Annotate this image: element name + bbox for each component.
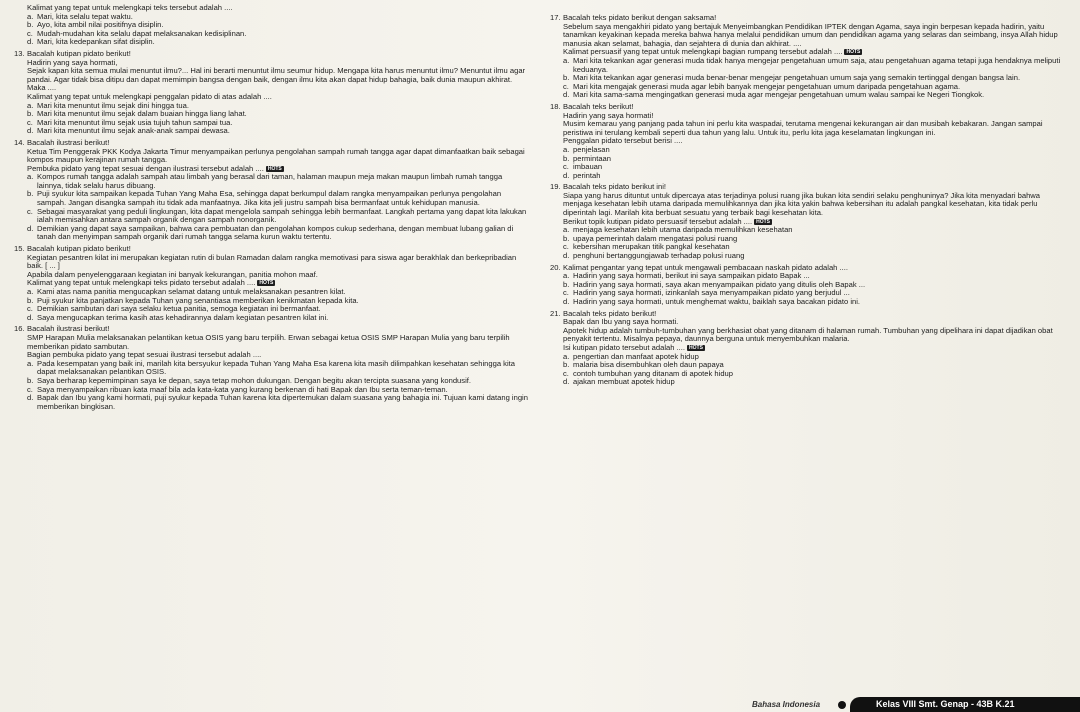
question-number: 17. — [550, 13, 561, 22]
hots-badge: HOTS — [689, 344, 703, 351]
option-letter: a. — [27, 358, 34, 368]
option-letter: a. — [563, 351, 570, 361]
option-text: Mari kita menuntut ilmu sejak anak-anak sampai dewasa. — [37, 126, 230, 136]
option-text: Demikian yang dapat saya sampaikan, bahwa cara pembuatan dan pengolahan kompos cukup sederhana, dengan membuat lubang galian di tanah dan menyimpan sampah organik dari rumah tangga selama kurun waktu tertentu. — [37, 223, 514, 242]
option-letter: a. — [27, 100, 34, 110]
answer-option — [563, 378, 1070, 387]
question-prompt: Ketua Tim Penggerak PKK Kodya Jakarta Timur menyampaikan perlunya pengolahan sampah rumah tangga agar dapat dimanfaatkan baik sebagai kompos maupun kerajinan rumah tangga. — [27, 146, 525, 165]
question-heading: Bacalah ilustrasi berikut! — [27, 324, 110, 334]
question-number: 19. — [550, 182, 561, 192]
question-prompt: Sebelum saya mengakhiri pidato yang bertajuk Menyeimbangkan Pendidikan IPTEK dengan Agama, saya ingin berpesan kepada hadirin, yaitu tanamkan keyakinan kepada mereka bahwa hanya melalui pendidikan umum dan pendidikan agama yang selaras dan seimbang, insya Allah hidup manusia akan selamat, bahagia, dan sejahtera di dunia dan akhirat. .... — [563, 21, 1058, 48]
option-letter: d. — [27, 393, 34, 403]
option-text: Mari kita menuntut ilmu sejak dini hingga tua. — [37, 100, 189, 110]
question-block — [550, 103, 1070, 180]
option-text: Hadirin yang saya hormati, izinkanlah saya menyampaikan pidato yang berjudul ... — [573, 288, 850, 298]
option-text: contoh tumbuhan yang ditanam di apotek hidup — [573, 368, 734, 378]
option-letter: c. — [27, 384, 33, 394]
question-prompt: Hadirin yang saya hormati, — [27, 57, 118, 67]
answer-option — [563, 298, 1070, 307]
answer-option — [563, 57, 1070, 74]
left-column — [14, 4, 529, 414]
answer-option — [27, 360, 529, 377]
question-block — [14, 4, 529, 47]
option-text: Saya berharap kepemimpinan saya ke depan, saya tetap mohon dukungan. Dengan begitu akan tercipta suasana yang kondusif. — [37, 375, 471, 385]
answer-option — [27, 314, 529, 323]
option-text: permintaan — [573, 153, 611, 163]
option-text: penghuni bertanggungjawab terhadap polusi ruang — [573, 251, 745, 261]
option-letter: d. — [563, 377, 570, 387]
option-letter: a. — [27, 172, 34, 182]
option-letter: b. — [563, 360, 570, 370]
answer-option — [563, 91, 1070, 100]
question-heading: Bacalah kutipan pidato berikut! — [27, 244, 131, 254]
option-letter: a. — [563, 55, 570, 65]
option-text: Mari, kita kedepankan sifat disiplin. — [37, 37, 155, 47]
question-heading: Bacalah ilustrasi berikut! — [27, 137, 110, 147]
question-number: 13. — [14, 48, 25, 58]
option-letter: c. — [27, 117, 33, 127]
question-prompt-text: Pembuka pidato yang tepat sesuai dengan ilustrasi tersebut adalah .... — [27, 163, 264, 173]
option-letter: c. — [563, 368, 569, 378]
question-prompt: Sejak kapan kita semua mulai menuntut ilmu?... Hal ini berarti menuntut ilmu seumur hidup. Mengapa kita harus menuntut ilmu? Menuntut ilmu agar pandai. Agar tidak bisa ditipu dan dapat memimpin bangsa dengan baik, dengan ilmu kita akan dapat hidup bahagia, baik dunia maupun akhirat. Maka .... — [27, 66, 526, 93]
question-heading: Bacalah teks pidato berikut dengan saksama! — [563, 13, 717, 22]
option-letter: b. — [27, 109, 34, 119]
question-block — [550, 183, 1070, 260]
option-text: Mari kita tekankan agar generasi muda benar-benar mengejar pengetahuan umum saja yang semakin tertinggal dengan bangsa lain. — [573, 73, 1021, 83]
question-prompt-text: Berikut topik kutipan pidato persuasif tersebut adalah .... — [563, 216, 753, 226]
question-block — [550, 14, 1070, 100]
question-heading: Bacalah teks berikut! — [563, 101, 634, 111]
answer-option — [27, 190, 529, 207]
answer-option — [27, 225, 529, 242]
option-text: Hadirin yang saya hormati, saya akan menyampaikan pidato yang ditulis oleh Bapak ... — [573, 279, 866, 289]
question-prompt: SMP Harapan Mulia melaksanakan pelantikan ketua OSIS yang baru terpilih. Erwan sebagai ketua OSIS SMP Harapan Mulia yang baru terpilih memberikan pidato sambutan. — [27, 332, 510, 351]
option-text: Demikian sambutan dari saya selaku ketua panitia, semoga kegiatan ini bermanfaat. — [37, 304, 321, 314]
option-letter: b. — [563, 73, 570, 83]
option-text: malaria bisa disembuhkan oleh daun papaya — [573, 360, 724, 370]
option-text: ajakan membuat apotek hidup — [573, 377, 675, 387]
answer-options — [563, 272, 1070, 306]
option-text: Pada kesempatan yang baik ini, marilah kita bersyukur kepada Tuhan Yang Maha Esa karena kita masih dilimpahkan kesehatan sehingga kita dapat melaksanakan pelantikan OSIS. — [37, 358, 515, 377]
question-number: 20. — [550, 262, 561, 272]
option-text: perintah — [573, 170, 601, 180]
question-prompt: Siapa yang harus dituntut untuk dipercaya atas terjadinya polusi ruang jika bukan kita sendiri selaku penghuninya? Jika kita menyadari bahwa menjaga kesehatan lebih utama daripada memulihkannya dan jika kita yakin bahwa kebersihan itu adalah pangkal kesehatan, kita tidak perlu diperintah lagi. Marilah kita berbuat sesuatu yang terbaik bagi kesehatan kita. — [563, 190, 1041, 218]
answer-option — [563, 252, 1070, 261]
question-number: 15. — [14, 244, 25, 254]
option-letter: d. — [563, 170, 570, 180]
question-block — [550, 264, 1070, 307]
question-block — [14, 50, 529, 136]
footer-dot-icon — [838, 701, 846, 709]
question-prompt-text: Kalimat persuasif yang tepat untuk melengkapi bagian rumpang tersebut adalah .... — [563, 47, 843, 57]
answer-options — [27, 173, 529, 242]
question-prompt-text: Kalimat yang tepat untuk melengkapi teks pidato tersebut adalah .... — [27, 278, 256, 288]
question-block — [14, 139, 529, 242]
question-prompt-text: Isi kutipan pidato tersebut adalah .... — [563, 342, 686, 352]
footer-class-info: Kelas VIII Smt. Genap - 43B K.21 — [850, 697, 1080, 712]
question-prompt: Penggalan pidato tersebut berisi .... — [563, 136, 683, 146]
option-letter: d. — [563, 251, 570, 261]
answer-option — [27, 173, 529, 190]
option-text: Saya menyampaikan ribuan kata maaf bila ada kata-kata yang kurang berkenan di hati Bapak dan Ibu serta teman-teman. — [37, 384, 448, 394]
question-number: 16. — [14, 324, 25, 334]
option-letter: d. — [27, 223, 34, 233]
question-heading: Bacalah teks pidato berikut ini! — [563, 182, 666, 192]
option-text: upaya pemerintah dalam mengatasi polusi ruang — [573, 233, 738, 243]
option-text: Mari, kita selalu tepat waktu. — [37, 11, 133, 21]
option-text: Mari kita menuntut ilmu sejak dalam buaian hingga liang lahat. — [37, 109, 247, 119]
hots-badge: HOTS — [259, 280, 274, 287]
answer-options — [563, 146, 1070, 180]
page-footer — [660, 697, 1080, 712]
question-heading: Kalimat pengantar yang tepat untuk mengawali pembacaan naskah pidato adalah .... — [563, 262, 848, 272]
option-text: Mudah-mudahan kita selalu dapat melaksanakan kedisiplinan. — [37, 28, 247, 38]
question-number: 21. — [550, 308, 561, 318]
option-text: Hadirin yang saya hormati, berikut ini saya sampaikan pidato Bapak ... — [573, 271, 810, 281]
question-block — [14, 245, 529, 322]
question-number: 14. — [14, 137, 25, 147]
answer-option — [563, 146, 1070, 155]
option-text: Bapak dan Ibu yang kami hormati, puji syukur kepada Tuhan karena kita dipertemukan dalam suasana yang bahagia ini. Tujuan kami datang ingin memberikan bingkisan. — [37, 393, 528, 411]
question-prompt: Musim kemarau yang panjang pada tahun ini perlu kita waspadai, terutama mengenai kekurangan air dan musibah kebakaran. Jangan sampai peristiwa ini terulang kembali seperti dua tahun yang lalu. Untuk itu, perlu kita jaga keselamatan lingkungan ini. — [563, 119, 1043, 137]
option-text: Saya mengucapkan terima kasih atas kehadirannya dalam kegiatan pesantren kilat ini. — [37, 312, 329, 322]
option-text: Kompos rumah tangga adalah sampah atau limbah yang berasal dari taman, halaman maupun meja makan maupun limbah rumah tangga lainnya, tidak selalu harus dibuang. — [37, 172, 503, 190]
answer-option — [563, 163, 1070, 172]
option-text: Puji syukur kita panjatkan kepada Tuhan yang senantiasa memberikan kenikmatan kepada kita. — [37, 295, 359, 305]
answer-options — [27, 13, 529, 47]
question-prompt: Apabila dalam penyelenggaraan kegiatan ini banyak kekurangan, panitia mohon maaf. — [27, 269, 318, 279]
question-block — [550, 310, 1070, 387]
answer-option — [27, 127, 529, 136]
option-text: Mari kita mengajak generasi muda agar lebih banyak mengejar pengetahuan umum daripada pengetahuan agama. — [573, 81, 961, 91]
option-letter: d. — [563, 90, 570, 100]
option-letter: b. — [563, 279, 570, 289]
option-letter: a. — [563, 225, 570, 235]
option-letter: b. — [27, 189, 34, 199]
answer-option — [27, 394, 529, 411]
option-text: imbauan — [573, 162, 603, 172]
question-number: 18. — [550, 101, 561, 111]
option-letter: d. — [27, 37, 34, 47]
option-letter: b. — [27, 295, 34, 305]
option-text: Puji syukur kita sampaikan kepada Tuhan Yang Maha Esa, sehingga dapat berkumpul dalam rangka menyampaikan perlunya pengolahan sampah. Jangan disangka sampah itu tidak ada manfaatnya. Jika kita jeli justru sampah bisa bermanfaat untuk kehidupan manusia. — [37, 189, 502, 208]
option-letter: d. — [27, 312, 34, 322]
option-letter: c. — [563, 288, 569, 298]
option-letter: d. — [563, 297, 570, 306]
option-letter: a. — [27, 287, 34, 296]
answer-option — [563, 155, 1070, 164]
option-letter: c. — [27, 28, 33, 38]
footer-subject: Bahasa Indonesia — [752, 700, 821, 709]
answer-options — [563, 226, 1070, 260]
option-letter: c. — [563, 81, 569, 91]
option-letter: b. — [563, 153, 570, 163]
hots-badge: HOTS — [267, 165, 282, 172]
option-letter: c. — [27, 206, 33, 216]
question-block — [14, 325, 529, 411]
answer-options — [563, 353, 1070, 387]
option-text: Mari kita tekankan agar generasi muda tidak hanya mengejar pengetahuan umum saja, atau pengetahuan agama tetapi juga hendaknya meliputi keduanya. — [573, 55, 1061, 74]
question-prompt: Kalimat yang tepat untuk melengkapi teks tersebut adalah .... — [27, 3, 233, 12]
question-heading: Bacalah kutipan pidato berikut! — [27, 48, 131, 58]
hots-badge: HOTS — [756, 218, 771, 225]
option-text: Ayo, kita ambil nilai positifnya disiplin. — [37, 20, 164, 30]
question-prompt: Bapak dan Ibu yang saya hormati. — [563, 317, 679, 327]
option-text: kebersihan merupakan titik pangkal kesehatan — [573, 242, 730, 252]
option-letter: b. — [563, 233, 570, 243]
answer-options — [27, 360, 529, 412]
answer-option — [27, 208, 529, 225]
option-text: Kami atas nama panitia mengucapkan selamat datang untuk melaksanakan pesantren kilat. — [37, 287, 346, 296]
option-letter: a. — [27, 11, 34, 21]
option-letter: b. — [27, 20, 34, 30]
answer-options — [27, 288, 529, 322]
option-text: pengertian dan manfaat apotek hidup — [573, 351, 699, 361]
answer-option — [27, 38, 529, 47]
option-text: Hadirin yang saya hormati, untuk menghemat waktu, baiklah saya bacakan pidato ini. — [573, 297, 861, 306]
question-prompt: Kalimat yang tepat untuk melengkapi penggalan pidato di atas adalah .... — [27, 91, 272, 101]
hots-badge: HOTS — [846, 49, 861, 56]
option-letter: d. — [27, 126, 34, 136]
option-text: Mari kita sama-sama mengingatkan generasi muda agar mengejar pengetahuan umum walau sampai ke Negeri Tiongkok. — [573, 90, 985, 100]
option-letter: a. — [563, 271, 570, 281]
option-text: menjaga kesehatan lebih utama daripada memulihkan kesehatan — [573, 225, 793, 235]
answer-options — [27, 102, 529, 136]
option-letter: a. — [563, 144, 570, 154]
option-letter: b. — [27, 375, 34, 385]
option-text: penjelasan — [573, 144, 610, 154]
option-letter: c. — [563, 242, 569, 252]
question-prompt: Apotek hidup adalah tumbuh-tumbuhan yang berkhasiat obat yang ditanam di halaman rumah. Tumbuhan yang dipelihara ini dapat dijadikan obat penyakit tertentu. Misalnya pepaya, daunnya berguna untuk menyembuhkan malaria. — [563, 325, 1053, 344]
option-letter: c. — [27, 304, 33, 314]
answer-option — [563, 172, 1070, 181]
answer-options — [563, 57, 1070, 100]
question-prompt: Hadirin yang saya hormati! — [563, 110, 654, 120]
question-heading: Bacalah teks pidato berikut! — [563, 308, 657, 318]
option-text: Sebagai masyarakat yang peduli lingkungan, kita dapat mengelola sampah sehingga lebih bermanfaat. Langkah pertama yang dapat kita lakukan ialah memisahkan antara sampah organik dengan sampah nonorganik. — [37, 206, 527, 225]
question-prompt: Bagian pembuka pidato yang tepat sesuai ilustrasi tersebut adalah .... — [27, 350, 262, 360]
option-letter: c. — [563, 162, 569, 172]
option-text: Mari kita menuntut ilmu sejak usia tujuh tahun sampai tua. — [37, 117, 233, 127]
question-prompt: Kegiatan pesantren kilat ini merupakan kegiatan rutin di bulan Ramadan dalam rangka memotivasi para siswa agar berakhlak dan berkepribadian baik. [ ... ] — [27, 252, 517, 271]
right-column — [550, 14, 1070, 390]
